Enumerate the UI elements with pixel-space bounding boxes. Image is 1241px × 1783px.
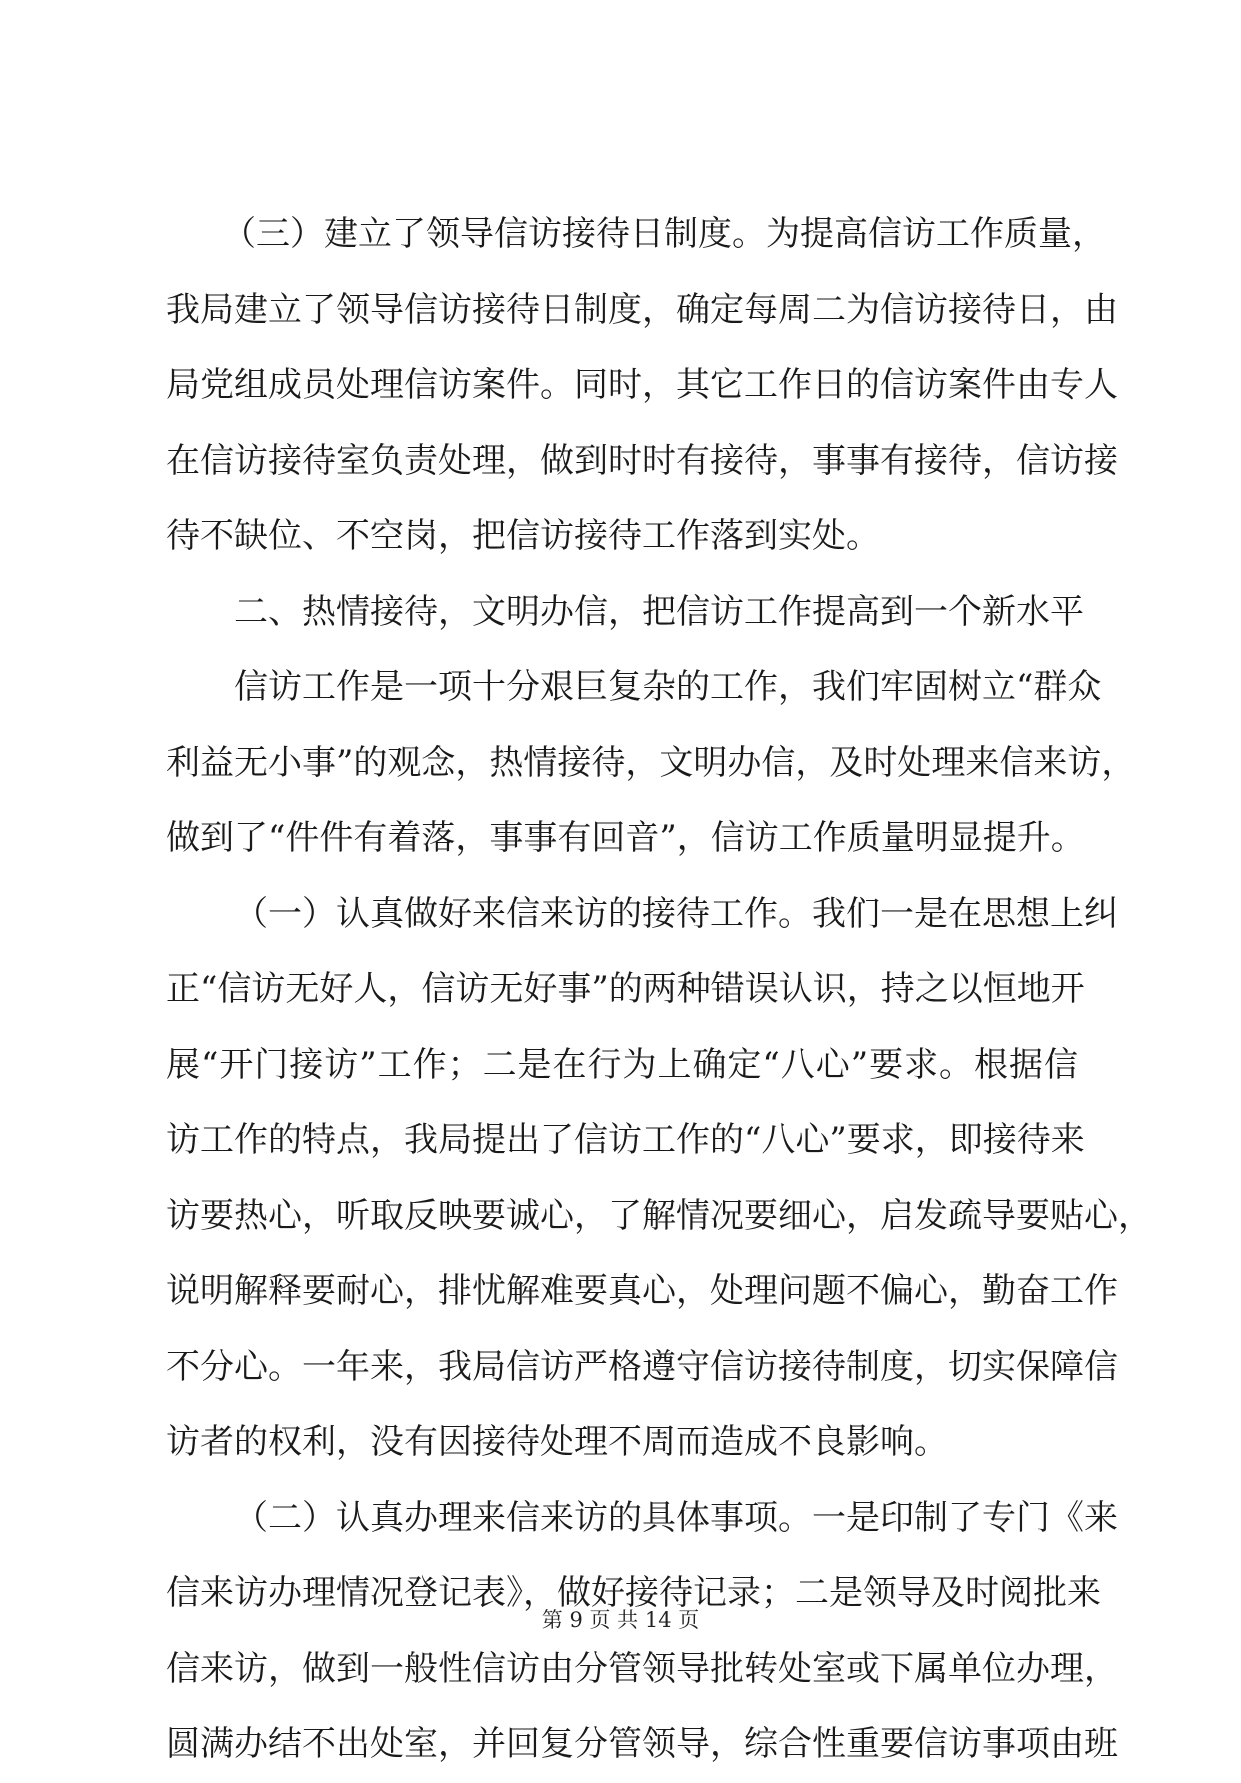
text-line: 做到了“件件有着落，事事有回音”，信访工作质量明显提升。 xyxy=(166,818,1085,858)
body-text xyxy=(166,197,1152,1783)
text-line: 展“开门接访”工作；二是在行为上确定“八心”要求。根据信 xyxy=(166,1044,1078,1085)
text-line: 我局建立了领导信访接待日制度，确定每周二为信访接待日，由 xyxy=(166,289,1118,330)
text-line: 在信访接待室负责处理，做到时时有接待，事事有接待，信访接 xyxy=(166,440,1118,481)
text-line: 访工作的特点，我局提出了信访工作的“八心”要求，即接待来 xyxy=(166,1120,1085,1160)
text-line: 局党组成员处理信访案件。同时，其它工作日的信访案件由专人 xyxy=(166,365,1118,405)
text-line: 圆满办结不出处室，并回复分管领导，综合性重要信访事项由班 xyxy=(166,1724,1118,1764)
text-line: 信来访，做到一般性信访由分管领导批转处室或下属单位办理， xyxy=(166,1648,1118,1689)
section-heading: 二、热情接待，文明办信，把信访工作提高到一个新水平 xyxy=(234,591,1084,632)
page-number: 第 9 页 共 14 页 xyxy=(541,1608,700,1632)
text-line: 访要热心，听取反映要诚心，了解情况要细心，启发疏导要贴心， xyxy=(166,1195,1152,1236)
text-line: 正“信访无好人，信访无好事”的两种错误认识，持之以恒地开 xyxy=(166,969,1085,1009)
text-line: （一）认真做好来信来访的接待工作。我们一是在思想上纠 xyxy=(234,893,1118,934)
text-line: 待不缺位、不空岗，把信访接待工作落到实处。 xyxy=(166,516,880,556)
text-line: 利益无小事”的观念，热情接待，文明办信，及时处理来信来访， xyxy=(166,742,1136,783)
text-line: 不分心。一年来，我局信访严格遵守信访接待制度，切实保障信 xyxy=(166,1346,1118,1387)
text-line: 信访工作是一项十分艰巨复杂的工作，我们牢固树立“群众 xyxy=(234,667,1102,707)
text-line: （三）建立了领导信访接待日制度。为提高信访工作质量， xyxy=(222,214,1106,254)
text-line: 信来访办理情况登记表》，做好接待记录；二是领导及时阅批来 xyxy=(166,1573,1101,1613)
text-line: 访者的权利，没有因接待处理不周而造成不良影响。 xyxy=(166,1422,948,1462)
text-line: 说明解释要耐心，排忧解难要真心，处理问题不偏心，勤奋工作 xyxy=(166,1271,1118,1311)
text-line: （二）认真办理来信来访的具体事项。一是印制了专门《来 xyxy=(234,1497,1118,1538)
